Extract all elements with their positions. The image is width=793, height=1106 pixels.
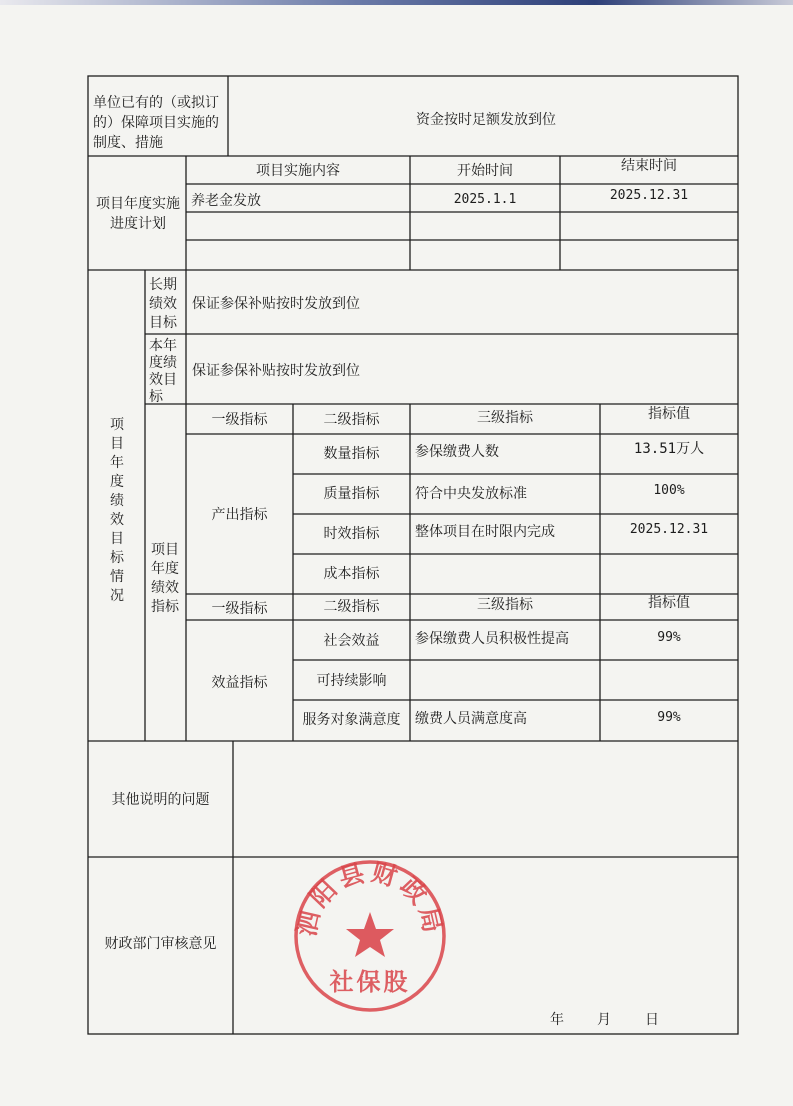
benefit-row-social-level2: 社会效益 [323, 633, 380, 649]
output-row-quality-value: 100% [653, 483, 685, 498]
svg-text:泗阳县财政局: 泗阳县财政局 [292, 858, 448, 939]
schedule-header-start: 开始时间 [457, 163, 513, 179]
date-day: 日 [645, 1012, 659, 1028]
benefit-row-satisfaction-level2: 服务对象满意度 [302, 712, 401, 728]
long-term-label: 长期绩效目标 [149, 277, 177, 331]
output-level1: 产出指标 [211, 507, 268, 523]
goals-section-label: 项目年度绩效目标情况 [110, 417, 124, 604]
schedule-label: 项目年度实施进度计划 [96, 196, 180, 232]
indicators-label: 项目年度绩效指标 [151, 542, 179, 615]
ind-header-level3: 三级指标 [477, 410, 533, 426]
measures-value: 资金按时足额发放到位 [416, 112, 556, 128]
ind-header-level1: 一级指标 [211, 412, 268, 428]
output-row-time-level3: 整体项目在时限内完成 [415, 524, 555, 540]
schedule-row-start: 2025.1.1 [453, 192, 517, 207]
benefit-row-social-value: 99% [657, 630, 681, 645]
date-year: 年 [550, 1012, 564, 1028]
schedule-row-end: 2025.12.31 [609, 188, 689, 203]
output-row-quantity-level2: 数量指标 [323, 446, 380, 462]
date-month: 月 [597, 1012, 611, 1028]
svg-text:社保股: 社保股 [329, 968, 411, 996]
ind-header2-level1: 一级指标 [211, 601, 268, 617]
benefit-level1: 效益指标 [211, 675, 268, 691]
ind-header2-level3: 三级指标 [477, 597, 533, 613]
output-row-cost-level2: 成本指标 [323, 566, 380, 582]
ind-header2-value: 指标值 [648, 595, 690, 611]
measures-label: 单位已有的（或拟订的）保障项目实施的制度、措施 [93, 95, 219, 151]
benefit-row-sustain-level2: 可持续影响 [316, 673, 387, 689]
output-row-time-level2: 时效指标 [323, 526, 380, 542]
benefit-row-satisfaction-level3: 缴费人员满意度高 [415, 711, 527, 727]
output-row-quantity-level3: 参保缴费人数 [415, 444, 499, 460]
annual-value: 保证参保补贴按时发放到位 [192, 363, 360, 379]
schedule-header-end: 结束时间 [621, 158, 677, 174]
annual-label: 本年度绩效目标 [149, 338, 177, 405]
schedule-header-content: 项目实施内容 [256, 163, 340, 179]
output-row-quality-level3: 符合中央发放标准 [415, 486, 527, 502]
ind-header2-level2: 二级指标 [323, 599, 380, 615]
output-row-quantity-value: 13.51万人 [633, 441, 705, 457]
schedule-row-content: 养老金发放 [191, 193, 261, 209]
benefit-row-satisfaction-value: 99% [657, 710, 681, 725]
other-label: 其他说明的问题 [111, 792, 210, 808]
finance-label: 财政部门审核意见 [104, 936, 217, 952]
output-row-quality-level2: 质量指标 [323, 486, 380, 502]
official-seal-stamp [292, 858, 448, 1014]
ind-header-level2: 二级指标 [323, 412, 380, 428]
output-row-time-value: 2025.12.31 [629, 522, 709, 537]
long-term-value: 保证参保补贴按时发放到位 [192, 296, 360, 312]
ind-header-value: 指标值 [648, 406, 690, 422]
benefit-row-social-level3: 参保缴费人员积极性提高 [415, 631, 569, 647]
